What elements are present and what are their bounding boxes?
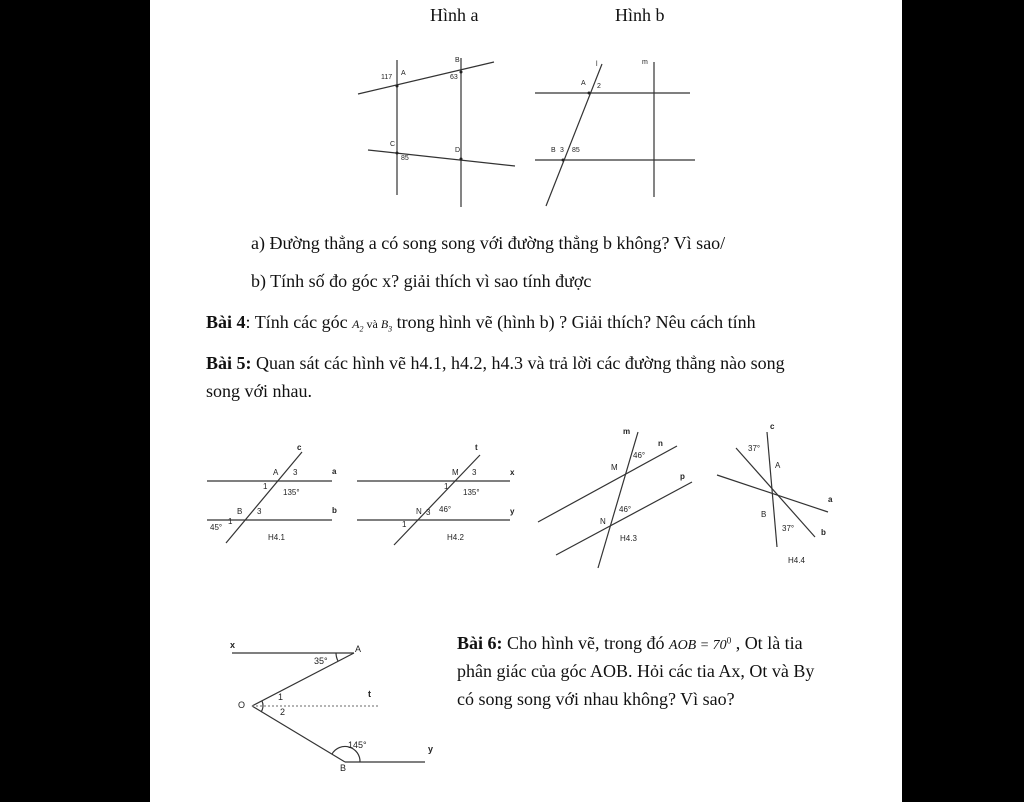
bai4-text-post: trong hình vẽ (hình b) ? Giải thích? Nêu cách tính (392, 312, 756, 332)
bai4-label: Bài 4 (206, 312, 246, 332)
h41-A-3: 3 (293, 468, 298, 477)
h44-label-a: a (828, 495, 833, 504)
h41-A-1: 1 (263, 482, 268, 491)
hinh-a-label-B: B (455, 57, 460, 64)
bai6-label-x: x (230, 640, 236, 650)
h43-label-p: p (680, 472, 685, 481)
bai6-label-t: t (368, 689, 371, 699)
bai5-line2: song với nhau. (206, 381, 313, 401)
h44-angle-37-top: 37° (748, 444, 761, 453)
bai5-line1: Bài 5: Quan sát các hình vẽ h4.1, h4.2, h4.3 và trả lời các đường thẳng nào song (206, 353, 785, 373)
h43-angle-46-top: 46° (633, 451, 646, 460)
h43-caption: H4.3 (620, 534, 637, 543)
hinh-b-label-B: B (551, 147, 556, 154)
h42-N-3: 3 (426, 508, 431, 517)
h43-label-M: M (611, 463, 618, 472)
hinh-a-angle-117: 117 (381, 74, 393, 81)
question-b: b) Tính số đo góc x? giải thích vì sao tính được (251, 271, 592, 291)
segment-OB (252, 706, 345, 762)
hinh-b-index-3: 3 (560, 147, 564, 154)
h41-label-b: b (332, 506, 337, 515)
h44-label-A: A (775, 461, 781, 470)
h41-caption: H4.1 (268, 533, 285, 542)
h42-label-M: M (452, 468, 459, 477)
bai5-label: Bài 5: (206, 353, 252, 373)
h41-angle-135: 135° (283, 488, 300, 497)
h42-label-x: x (510, 468, 515, 477)
h44-caption: H4.4 (788, 556, 805, 565)
caption-hinh-b: Hình b (615, 5, 665, 25)
h41-B-1: 1 (228, 517, 233, 526)
h41-B-3: 3 (257, 507, 262, 516)
h43-label-m: m (623, 427, 631, 436)
bai6-label-A: A (355, 644, 362, 654)
h42-caption: H4.2 (447, 533, 464, 542)
h42-label-t: t (475, 443, 478, 452)
h42-label-y: y (510, 507, 515, 516)
bai6-angle-35: 35° (314, 656, 328, 666)
bai6-line3: có song song với nhau không? Vì sao? (457, 689, 735, 709)
hinh-b-label-m: m (642, 59, 648, 66)
h44-angle-37-bottom: 37° (782, 524, 795, 533)
bai4-text-pre: : Tính các góc (245, 312, 353, 332)
h43-label-n: n (658, 439, 663, 448)
hinh-a-label-D: D (455, 147, 461, 154)
h42-M-3: 3 (472, 468, 477, 477)
bai6-O-2: 2 (280, 707, 286, 717)
document-page (150, 0, 902, 802)
question-a: a) Đường thẳng a có song song với đường thẳng b không? Vì sao/ (251, 233, 726, 253)
h41-angle-45: 45° (210, 523, 223, 532)
bai6-line2: phân giác của góc AOB. Hỏi các tia Ax, Ot và By (457, 661, 815, 681)
h42-angle-46: 46° (439, 505, 452, 514)
hinh-b-label-l: l (596, 61, 598, 68)
h42-M-1: 1 (444, 482, 449, 491)
caption-hinh-a: Hình a (430, 5, 479, 25)
h43-label-N: N (600, 517, 606, 526)
hinh-a-label-A: A (401, 70, 406, 77)
bai6-label: Bài 6: (457, 633, 503, 653)
h41-label-c: c (297, 443, 302, 452)
h44-label-c: c (770, 422, 775, 431)
hinh-b-label-A: A (581, 80, 586, 87)
h42-label-N: N (416, 507, 422, 516)
bai6-label-y: y (428, 744, 434, 754)
h42-N-1: 1 (402, 520, 407, 529)
hinh-a-label-C: C (390, 141, 396, 148)
bai6-label-B: B (340, 763, 347, 773)
hinh-b-angle-85: 85 (572, 147, 580, 154)
h44-label-b: b (821, 528, 826, 537)
hinh-b-index-2: 2 (597, 83, 601, 90)
h42-angle-135: 135° (463, 488, 480, 497)
h44-label-B: B (761, 510, 767, 519)
hinh-a-angle-63: 63 (450, 74, 458, 81)
bai6-label-O: O (238, 700, 246, 710)
bai4-math-a2: $A_2$ và $B_3$ (352, 317, 393, 334)
segment-OA (252, 653, 354, 706)
bai6-math: AOB = $70^0$ (669, 635, 732, 653)
bai6-angle-145: 145° (348, 740, 367, 750)
bai6-O-1: 1 (278, 692, 284, 702)
h41-label-B: B (237, 507, 243, 516)
h41-label-A: A (273, 468, 279, 477)
bai6-line1: Bài 6: Cho hình vẽ, trong đó AOB = $70^0$ , Ot là tia (457, 633, 803, 653)
hinh-a-angle-85: 85 (401, 155, 409, 162)
h43-angle-46-bottom: 46° (619, 505, 632, 514)
h41-label-a: a (332, 467, 337, 476)
